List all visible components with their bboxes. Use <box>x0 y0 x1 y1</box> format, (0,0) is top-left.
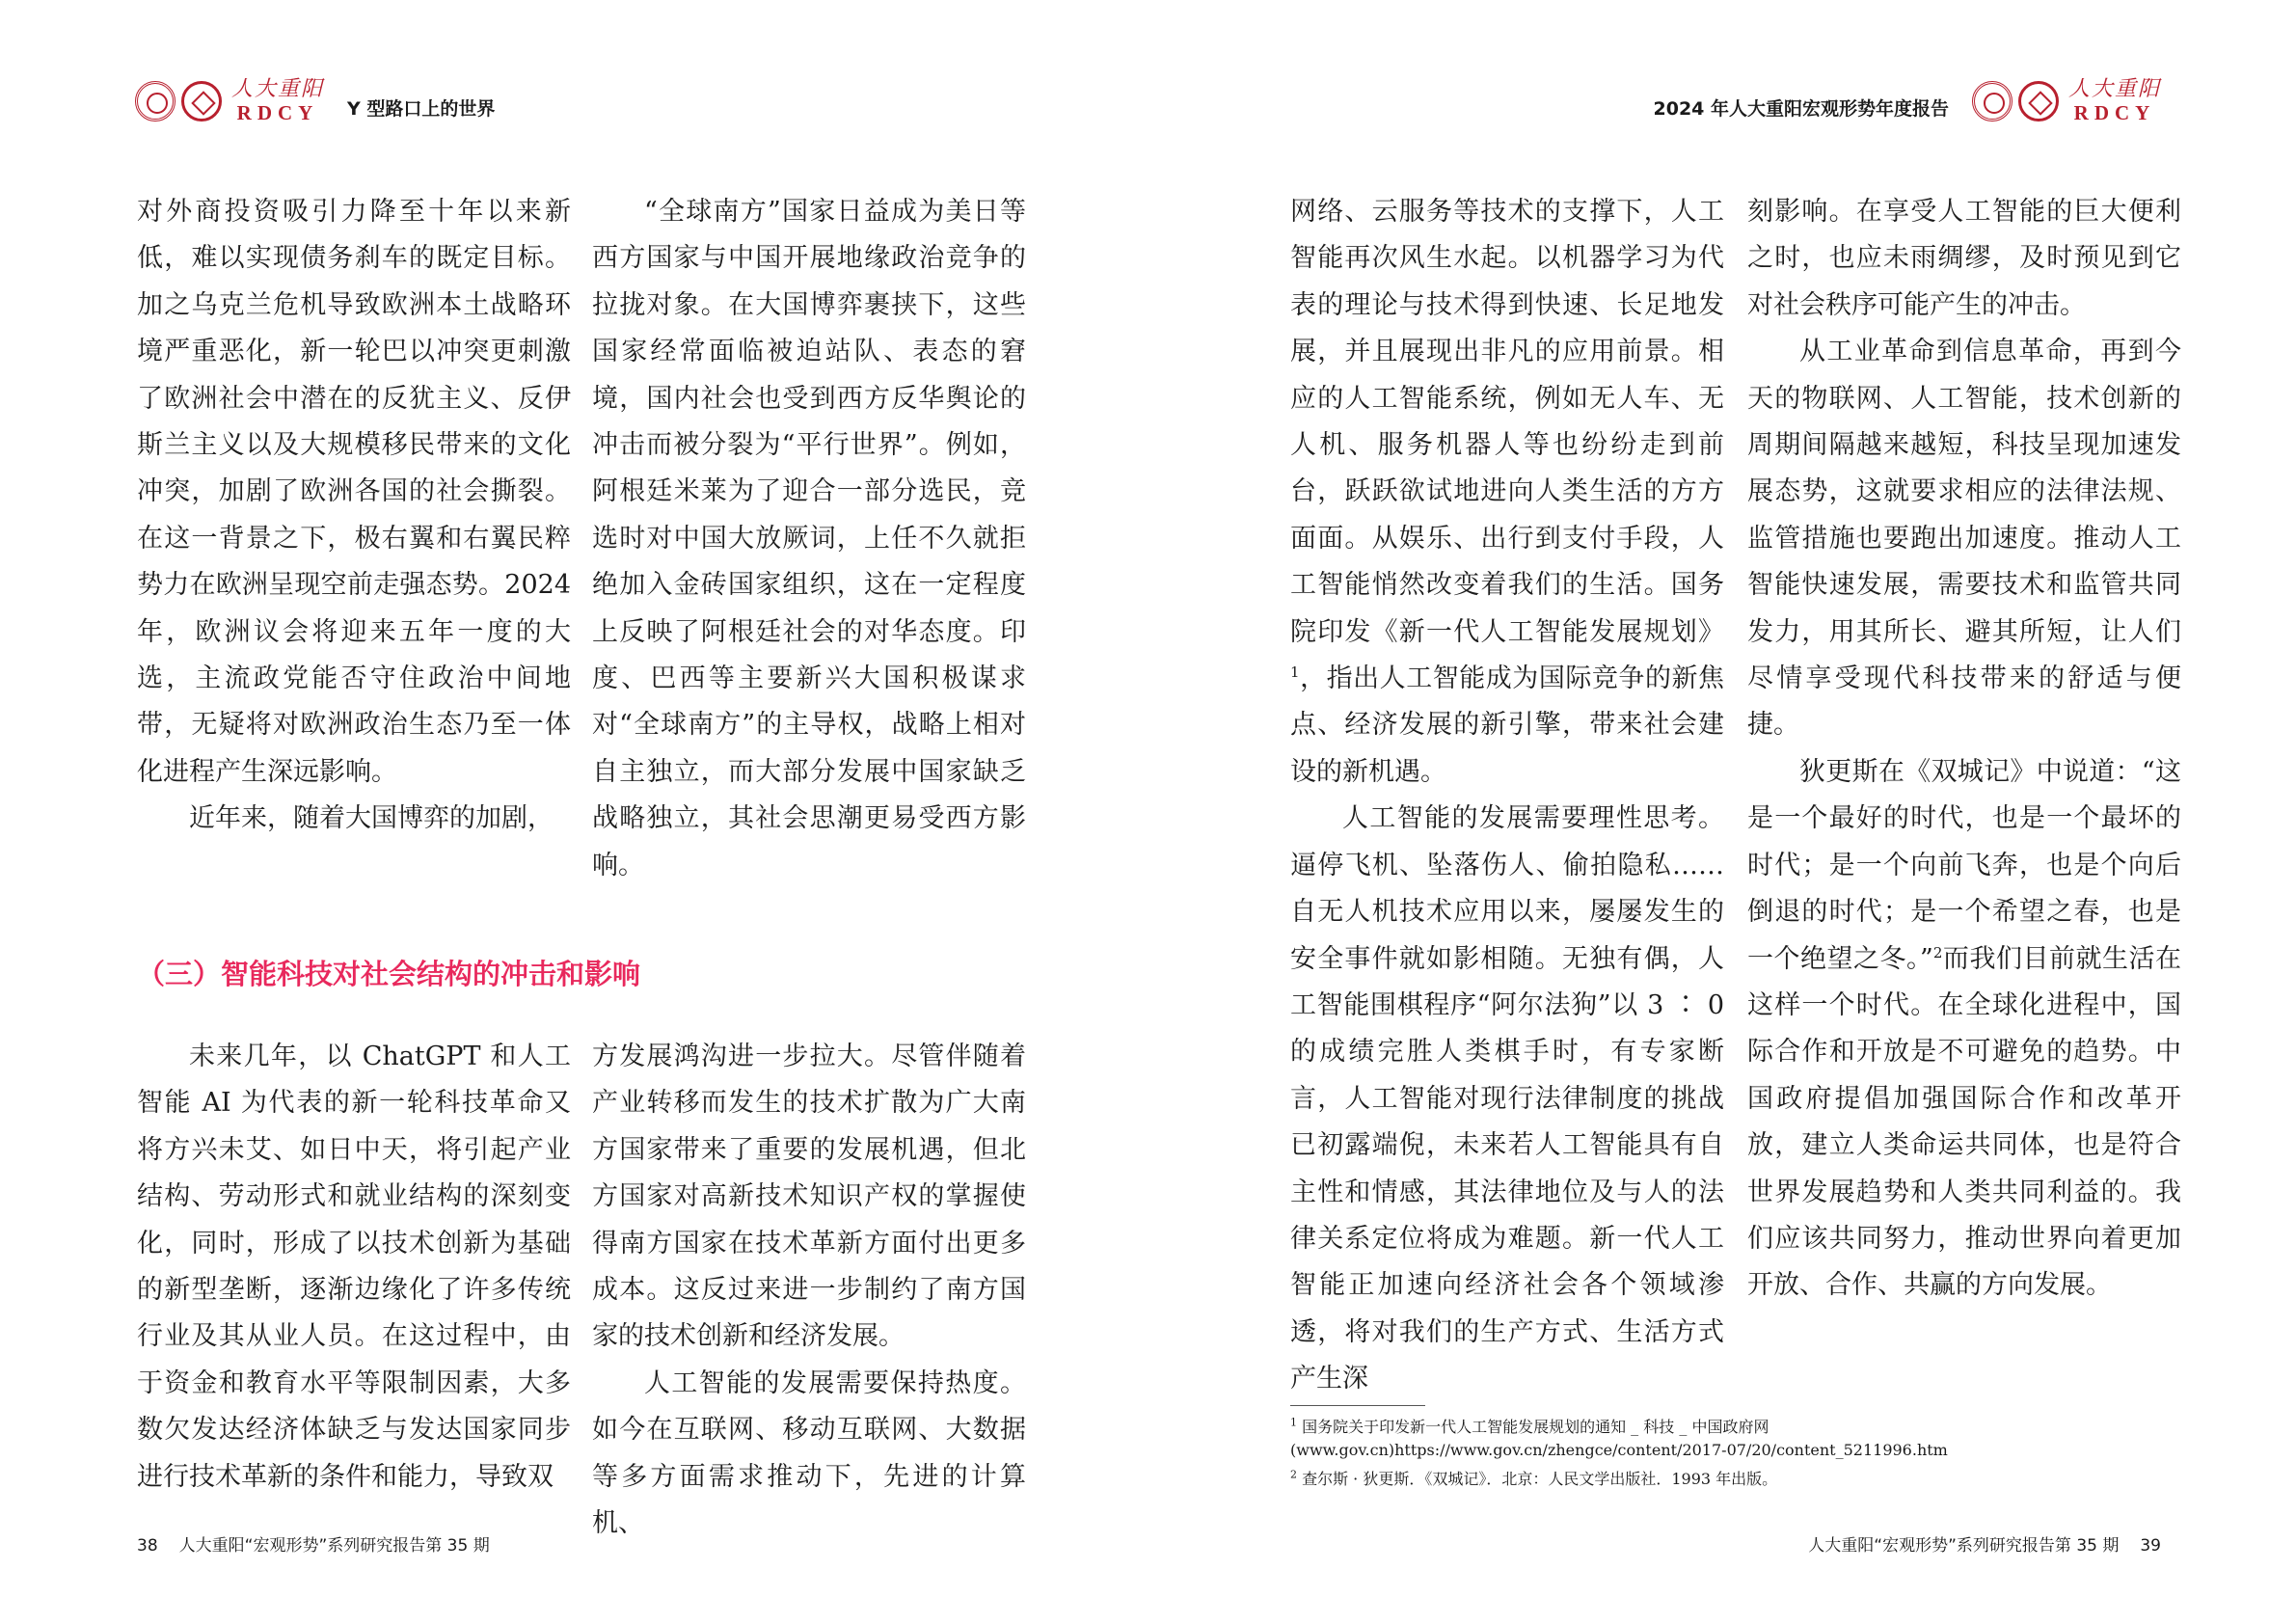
running-header-left: Y 型路口上的世界 <box>347 98 496 120</box>
footnote-ref-2[interactable]: 2 <box>1932 943 1943 961</box>
page-footer-right <box>1808 1531 2161 1556</box>
logo-chinese: 人大重阳 <box>2067 77 2161 101</box>
rdcy-logo <box>135 79 324 123</box>
logo-chinese: 人大重阳 <box>231 77 325 101</box>
logo-english: RDCY <box>236 101 319 124</box>
footer-series-title: 人大重阳“宏观形势”系列研究报告第 35 期 <box>1808 1536 2120 1556</box>
left-col1-bottom <box>137 1034 571 1501</box>
paragraph: 刻影响。在享受人工智能的巨大便利之时，也应未雨绸缪，及时预见到它对社会秩序可能产生的冲击。 <box>1747 197 2181 320</box>
paragraph: 人工智能的发展需要理性思考。逼停飞机、坠落伤人、偷拍隐私……自无人机技术应用以来，屡屡发生的安全事件就如影相随。无独有偶，人工智能围棋程序“阿尔法狗”以 3 ∶ 0 的成绩完胜人类棋手时，有专家断言，人工智能对现行法律制度的挑战已初露端倪，未来若人工智能具有自主性和情感，其法律地位及与人的法律关系定位将成为难题。新一代人工智能正加速向经济社会各个领域渗透，将对我们的生产方式、生活方式产生深 <box>1290 803 1724 1394</box>
page-number: 39 <box>2140 1536 2161 1556</box>
left-col2-top <box>592 189 1026 889</box>
footnotes <box>1290 1416 2158 1497</box>
footnote-ref-1[interactable]: 1 <box>1290 663 1300 682</box>
running-header-right: 2024 年人大重阳宏观形势年度报告 <box>1653 98 1949 120</box>
emblem-icon <box>181 81 222 122</box>
paragraph: 对外商投资吸引力降至十年以来新低，难以实现债务刹车的既定目标。加之乌克兰危机导致欧洲本土战略环境严重恶化，新一轮巴以冲突更刺激了欧洲社会中潜在的反犹主义、反伊斯兰主义以及大规模移民带来的文化冲突，加剧了欧洲各国的社会撕裂。在这一背景之下，极右翼和右翼民粹势力在欧洲呈现空前走强态势。2024 年，欧洲议会将迎来五年一度的大选，主流政党能否守住政治中间地带，无疑将对欧洲政治生态乃至一体化进程产生深远影响。 <box>137 197 571 787</box>
right-col1 <box>1290 189 1724 1403</box>
seal-icon <box>135 81 176 122</box>
page-number: 38 <box>137 1536 158 1556</box>
seal-icon <box>1972 81 2012 122</box>
paragraph: 方发展鸿沟进一步拉大。尽管伴随着产业转移而发生的技术扩散为广大南方国家带来了重要的发展机遇，但北方国家对高新技术知识产权的掌握使得南方国家在技术革新方面付出更多成本。这反过来进一步制约了南方国家的技术创新和经济发展。 <box>592 1042 1026 1352</box>
logo-english: RDCY <box>2073 101 2156 124</box>
paragraph: 未来几年，以 ChatGPT 和人工智能 AI 为代表的新一轮科技革命又将方兴未艾、如日中天，将引起产业结构、劳动形式和就业结构的深刻变化，同时，形成了以技术创新为基础的新型垄断，逐渐边缘化了许多传统行业及其从业人员。在这过程中，由于资金和教育水平等限制因素，大多数欠发达经济体缺乏与发达国家同步进行技术革新的条件和能力，导致双 <box>137 1042 571 1492</box>
footnote: $^1$ 国务院关于印发新一代人工智能发展规划的通知 _ 科技 _ 中国政府网 (www.gov.cn)https://www.gov.cn/zhengce/content/2017-07/20/content_5211996.htm <box>1290 1416 1948 1459</box>
right-page <box>1148 0 2296 1624</box>
page-footer-left <box>137 1531 490 1556</box>
footnote: $^2$ 查尔斯 · 狄更斯．《双城记》．北京：人民文学出版社．1993 年出版。 <box>1290 1468 1778 1488</box>
emblem-icon <box>2018 81 2059 122</box>
paragraph: 人工智能的发展需要保持热度。如今在互联网、移动互联网、大数据等多方面需求推动下，先进的计算机、 <box>592 1367 1026 1539</box>
paragraph: 近年来，随着大国博弈的加剧， <box>189 803 554 834</box>
footer-series-title: 人大重阳“宏观形势”系列研究报告第 35 期 <box>178 1536 490 1556</box>
paragraph: “全球南方”国家日益成为美日等西方国家与中国开展地缘政治竞争的拉拢对象。在大国博弈裹挟下，这些国家经常面临被迫站队、表态的窘境，国内社会也受到西方反华舆论的冲击而被分裂为“平行世界”。例如，阿根廷米莱为了迎合一部分选民，竞选时对中国大放厥词，上任不久就拒绝加入金砖国家组织，这在一定程度上反映了阿根廷社会的对华态度。印度、巴西等主要新兴大国积极谋求对“全球南方”的主导权，战略上相对自主独立，而大部分发展中国家缺乏战略独立，其社会思潮更易受西方影响。 <box>592 197 1026 880</box>
left-col2-bottom <box>592 1034 1026 1547</box>
section-heading: （三）智能科技对社会结构的冲击和影响 <box>137 958 641 990</box>
left-col1-top <box>137 189 571 843</box>
paragraph: 从工业革命到信息革命，再到今天的物联网、人工智能，技术创新的周期间隔越来越短，科技呈现加速发展态势，这就要求相应的法律法规、监管措施也要跑出加速度。推动人工智能快速发展，需要技术和监管共同发力，用其所长、避其所短，让人们尽情享受现代科技带来的舒适与便捷。 <box>1747 337 2181 741</box>
paragraph: 狄更斯在《双城记》中说道：“这是一个最好的时代，也是一个最坏的时代；是一个向前飞奔，也是个向后倒退的时代；是一个希望之春，也是一个绝望之冬。”$^2$而我们目前就生活在这样一个时代。在全球化进程中，国际合作和开放是不可避免的趋势。中国政府提倡加强国际合作和改革开放，建立人类命运共同体，也是符合世界发展趋势和人类共同利益的。我们应该共同努力，推动世界向着更加开放、合作、共赢的方向发展。 <box>1747 756 2182 1301</box>
footnote-divider <box>1290 1405 1425 1406</box>
right-col2 <box>1747 189 2181 1310</box>
paragraph: 网络、云服务等技术的支撑下，人工智能再次风生水起。以机器学习为代表的理论与技术得到快速、长足地发展，并且展现出非凡的应用前景。相应的人工智能系统，例如无人车、无人机、服务机器人等也纷纷走到前台，跃跃欲试地进向人类生活的方方面面。从娱乐、出行到支付手段，人工智能悄然改变着我们的生活。国务院印发《新一代人工智能发展规划》$^1$，指出人工智能成为国际竞争的新焦点、经济发展的新引擎，带来社会建设的新机遇。 <box>1290 197 1724 787</box>
rdcy-logo <box>1972 79 2161 123</box>
